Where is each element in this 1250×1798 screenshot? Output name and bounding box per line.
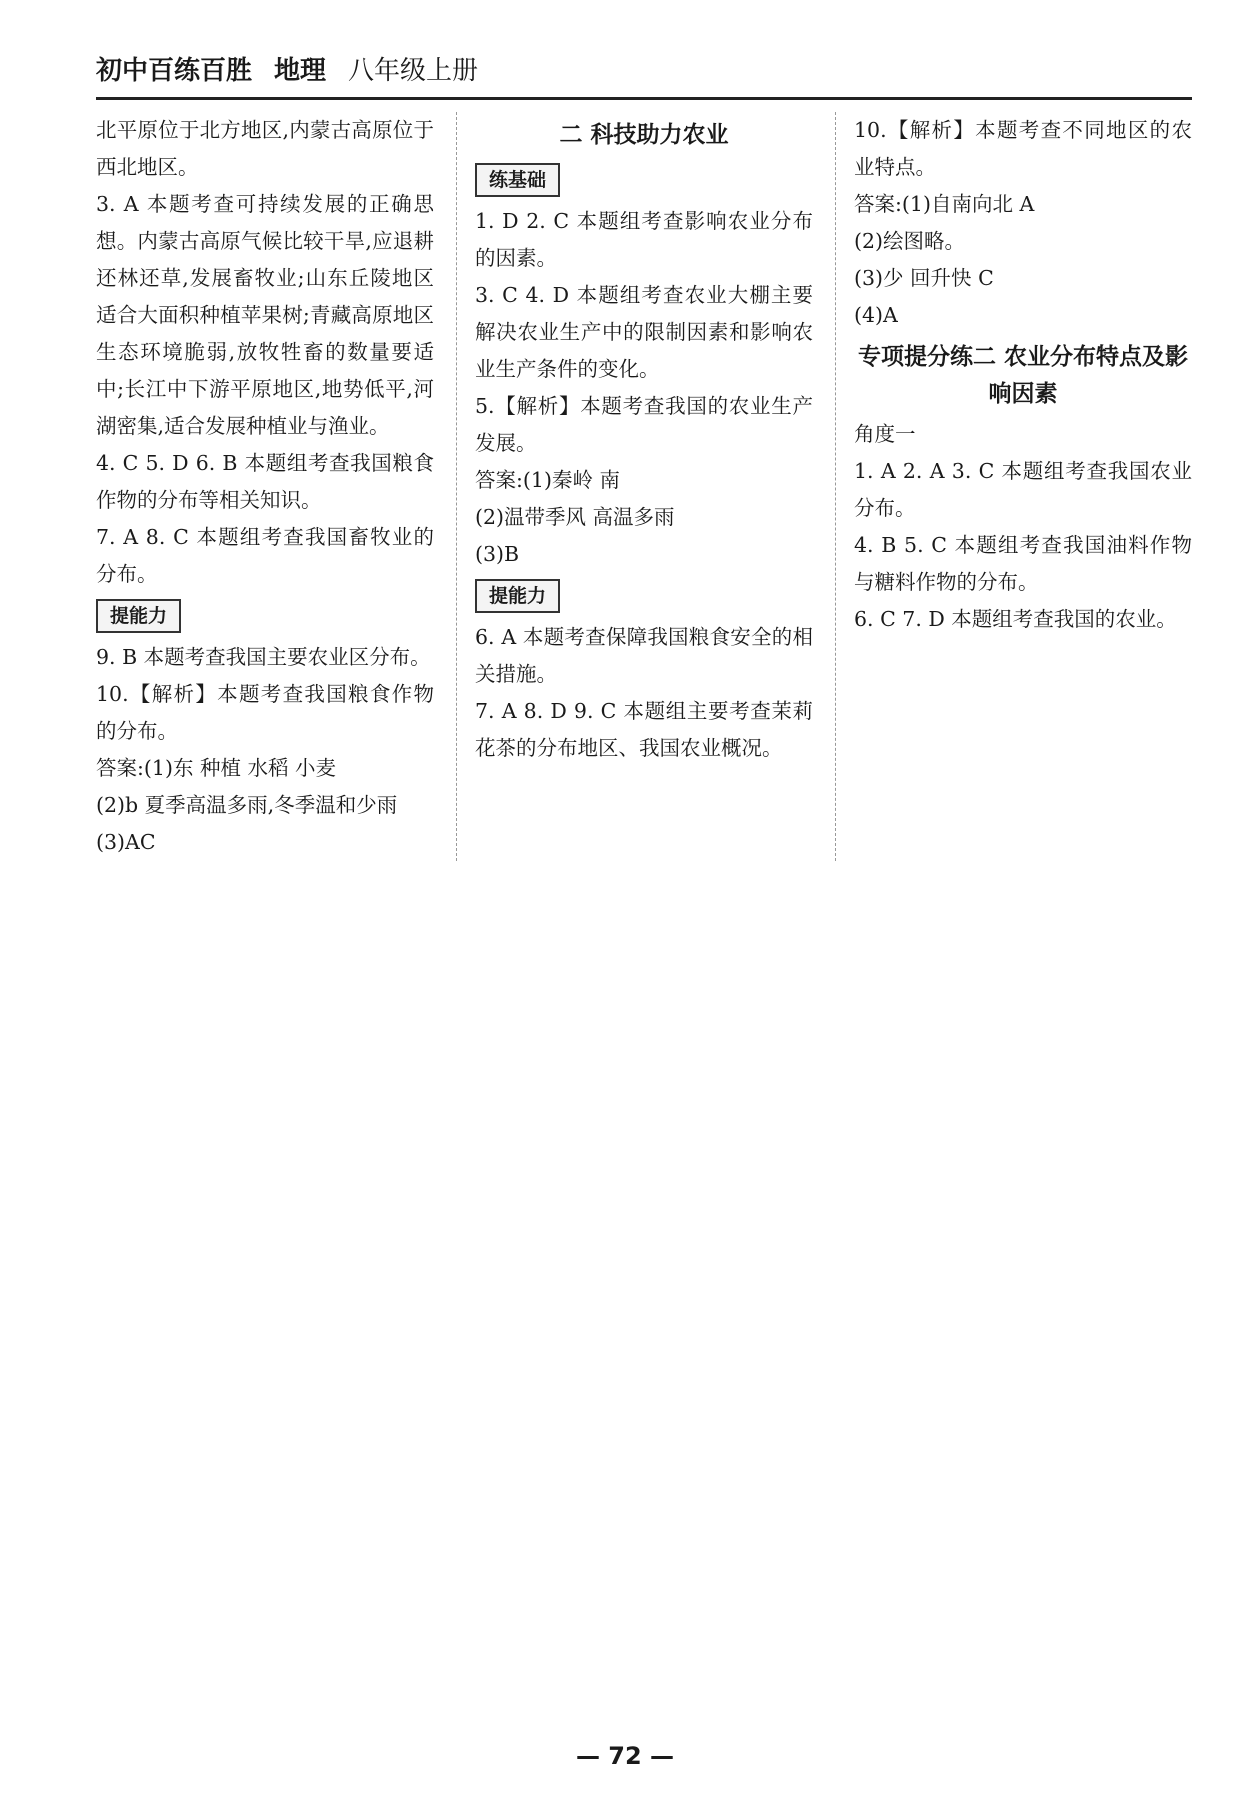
answer-line: (2)b 夏季高温多雨,冬季温和少雨 xyxy=(96,793,398,817)
answer-item: 5.【解析】本题考查我国的农业生产发展。 xyxy=(475,394,813,455)
answer-item: 4. B 5. C 本题组考查我国油料作物与糖料作物的分布。 xyxy=(854,533,1192,594)
column-3 xyxy=(835,112,1192,861)
answer-item: 10.【解析】本题考查我国粮食作物的分布。 xyxy=(96,682,434,743)
series-title: 初中百练百胜 xyxy=(96,56,253,86)
section-tag: 练基础 xyxy=(475,163,560,197)
answer-item: 7. A 8. C 本题组考查我国畜牧业的分布。 xyxy=(96,525,434,586)
answer-item: 3. A 本题考查可持续发展的正确思想。内蒙古高原气候比较干旱,应退耕还林还草,发展畜牧业;山东丘陵地区适合大面积种植苹果树;青藏高原地区生态环境脆弱,放牧牲畜的数量要适中;长江中下游平原地区,地势低平,河湖密集,适合发展种植业与渔业。 xyxy=(96,192,434,438)
answer-item: 7. A 8. D 9. C 本题组主要考查茉莉花茶的分布地区、我国农业概况。 xyxy=(475,699,813,760)
answer-line: 答案:(1)自南向北 A xyxy=(854,192,1035,216)
answer-line: 答案:(1)秦岭 南 xyxy=(475,468,620,492)
subject-title: 地理 xyxy=(274,56,327,86)
answer-line: (4)A xyxy=(854,303,898,327)
answer-line: (2)绘图略。 xyxy=(854,229,966,253)
section-tag: 提能力 xyxy=(96,599,181,633)
subsection-label: 角度一 xyxy=(854,422,916,446)
answer-item: 9. B 本题考查我国主要农业区分布。 xyxy=(96,645,431,669)
grade-title: 八年级上册 xyxy=(348,56,479,86)
page-header xyxy=(96,50,1192,100)
columns xyxy=(96,112,1192,861)
section-tag: 提能力 xyxy=(475,579,560,613)
answer-line: (3)AC xyxy=(96,830,156,854)
answer-item: 10.【解析】本题考查不同地区的农业特点。 xyxy=(854,118,1192,179)
answer-item: 1. A 2. A 3. C 本题组考查我国农业分布。 xyxy=(854,459,1192,520)
answer-item: 北平原位于北方地区,内蒙古高原位于西北地区。 xyxy=(96,118,434,179)
answer-item: 6. A 本题考查保障我国粮食安全的相关措施。 xyxy=(475,625,813,686)
section-title: 专项提分练二 农业分布特点及影响因素 xyxy=(857,343,1188,407)
answer-item: 1. D 2. C 本题组考查影响农业分布的因素。 xyxy=(475,209,813,270)
answer-item: 6. C 7. D 本题组考查我国的农业。 xyxy=(854,607,1177,631)
column-2 xyxy=(456,112,813,861)
answer-line: (2)温带季风 高温多雨 xyxy=(475,505,675,529)
section-title: 二 科技助力农业 xyxy=(559,121,729,148)
column-1 xyxy=(96,112,434,861)
answer-item: 4. C 5. D 6. B 本题组考查我国粮食作物的分布等相关知识。 xyxy=(96,451,434,512)
answer-line: (3)少 回升快 C xyxy=(854,266,994,290)
answer-item: 3. C 4. D 本题组考查农业大棚主要解决农业生产中的限制因素和影响农业生产条件的变化。 xyxy=(475,283,813,381)
answer-line: (3)B xyxy=(475,542,520,566)
page-number: — 72 — xyxy=(575,1742,675,1770)
answer-line: 答案:(1)东 种植 水稻 小麦 xyxy=(96,756,336,780)
